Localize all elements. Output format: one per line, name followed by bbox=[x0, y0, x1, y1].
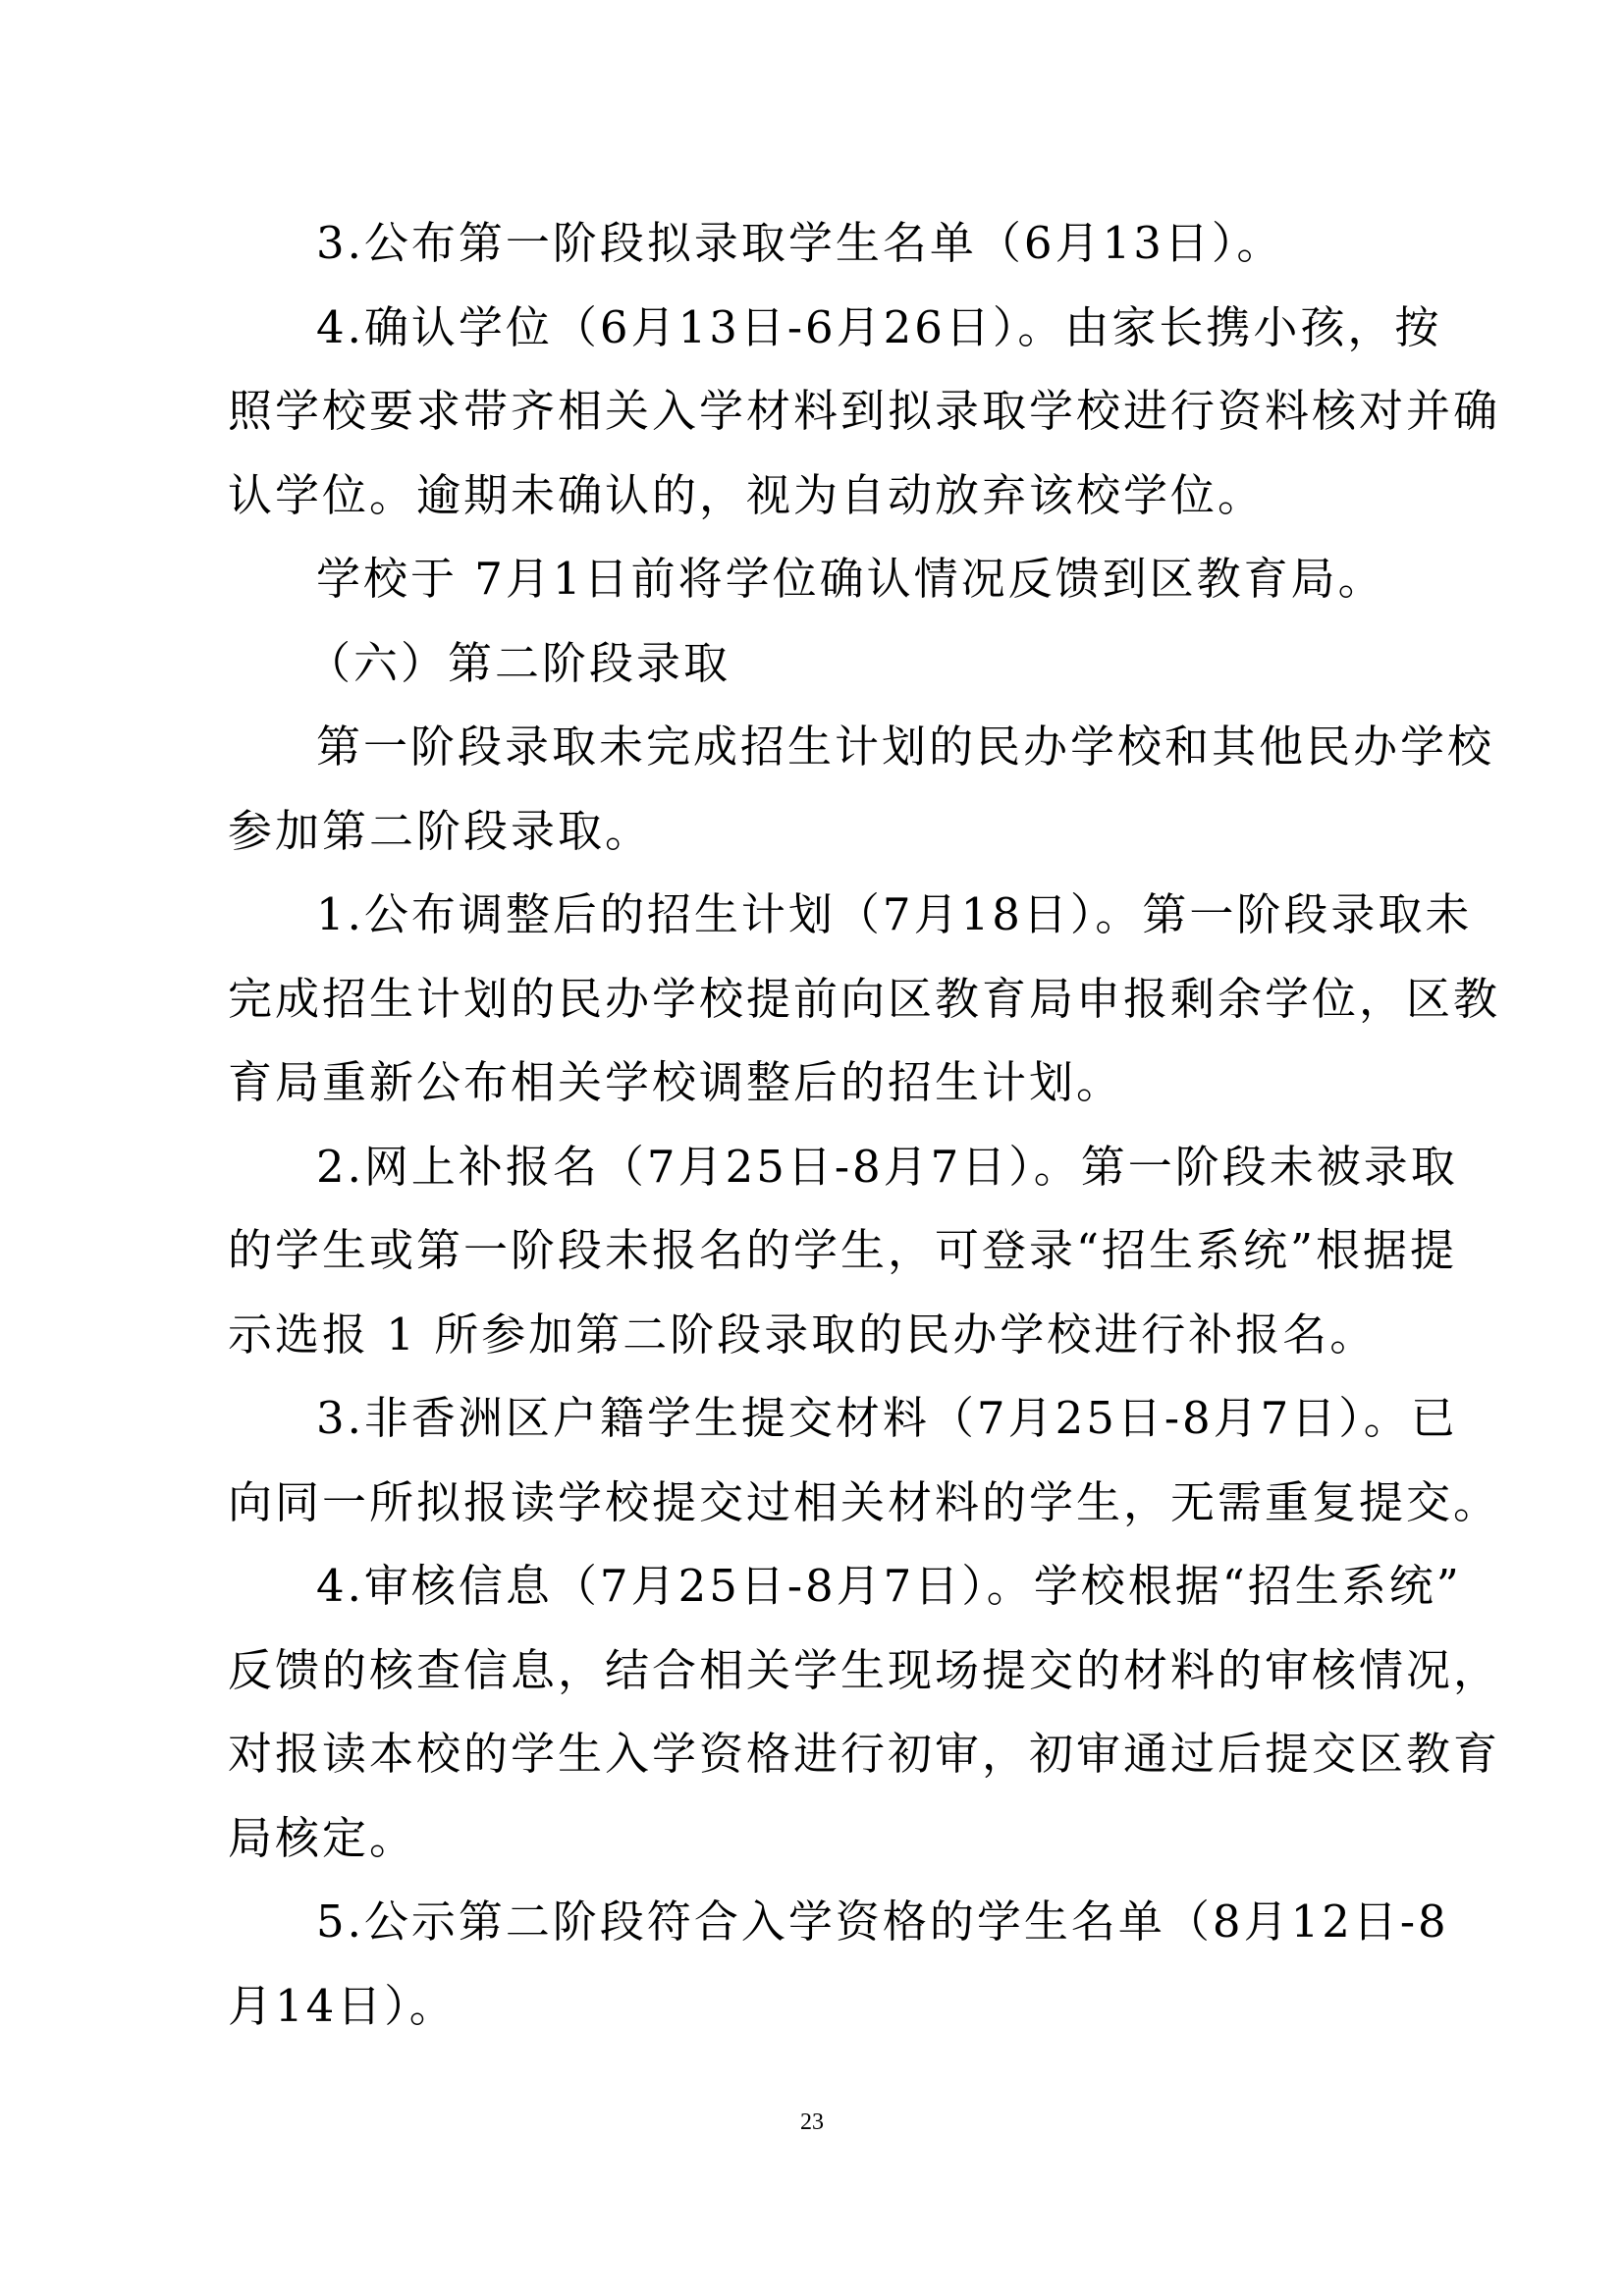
paragraph-line: 反馈的核查信息，结合相关学生现场提交的材料的审核情况， bbox=[228, 1643, 1501, 1696]
paragraph-line: 照学校要求带齐相关入学材料到拟录取学校进行资料核对并确 bbox=[228, 385, 1501, 437]
paragraph-line: 局核定。 bbox=[228, 1811, 417, 1864]
paragraph-line: 3.非香洲区户籍学生提交材料（7月25日-8月7日）。已 bbox=[316, 1392, 1458, 1444]
paragraph-line: 4.确认学位（6月13日-6月26日）。由家长携小孩，按 bbox=[316, 300, 1442, 353]
paragraph-line: 对报读本校的学生入学资格进行初审，初审通过后提交区教育 bbox=[228, 1728, 1501, 1780]
paragraph-line: 3.公布第一阶段拟录取学生名单（6月13日）。 bbox=[316, 217, 1284, 269]
paragraph-line: 育局重新公布相关学校调整后的招生计划。 bbox=[228, 1056, 1124, 1108]
paragraph-line: 学校于 7月1日前将学位确认情况反馈到区教育局。 bbox=[316, 553, 1385, 605]
paragraph-line: 示选报 1 所参加第二阶段录取的民办学校进行补报名。 bbox=[228, 1308, 1378, 1361]
paragraph-line: 1.公布调整后的招生计划（7月18日）。第一阶段录取未 bbox=[316, 888, 1473, 940]
paragraph-line: 完成招生计划的民办学校提前向区教育局申报剩余学位，区教 bbox=[228, 972, 1501, 1025]
paragraph-line: 5.公示第二阶段符合入学资格的学生名单（8月12日-8 bbox=[316, 1896, 1449, 1948]
paragraph-line: 4.审核信息（7月25日-8月7日）。学校根据“招生系统” bbox=[316, 1560, 1462, 1612]
paragraph-line: 第一阶段录取未完成招生计划的民办学校和其他民办学校 bbox=[316, 721, 1495, 773]
section-heading: （六）第二阶段录取 bbox=[306, 636, 731, 689]
paragraph-line: 参加第二阶段录取。 bbox=[228, 804, 653, 857]
page-number: 23 bbox=[800, 2109, 824, 2135]
paragraph-line: 2.网上补报名（7月25日-8月7日）。第一阶段未被录取 bbox=[316, 1140, 1458, 1193]
document-body bbox=[228, 201, 1501, 2048]
paragraph-line: 向同一所拟报读学校提交过相关材料的学生，无需重复提交。 bbox=[228, 1475, 1501, 1528]
paragraph-line: 的学生或第一阶段未报名的学生，可登录“招生系统”根据提 bbox=[228, 1224, 1458, 1276]
paragraph-line: 认学位。逾期未确认的，视为自动放弃该校学位。 bbox=[228, 468, 1266, 521]
paragraph-line: 月14日）。 bbox=[228, 1979, 457, 2032]
